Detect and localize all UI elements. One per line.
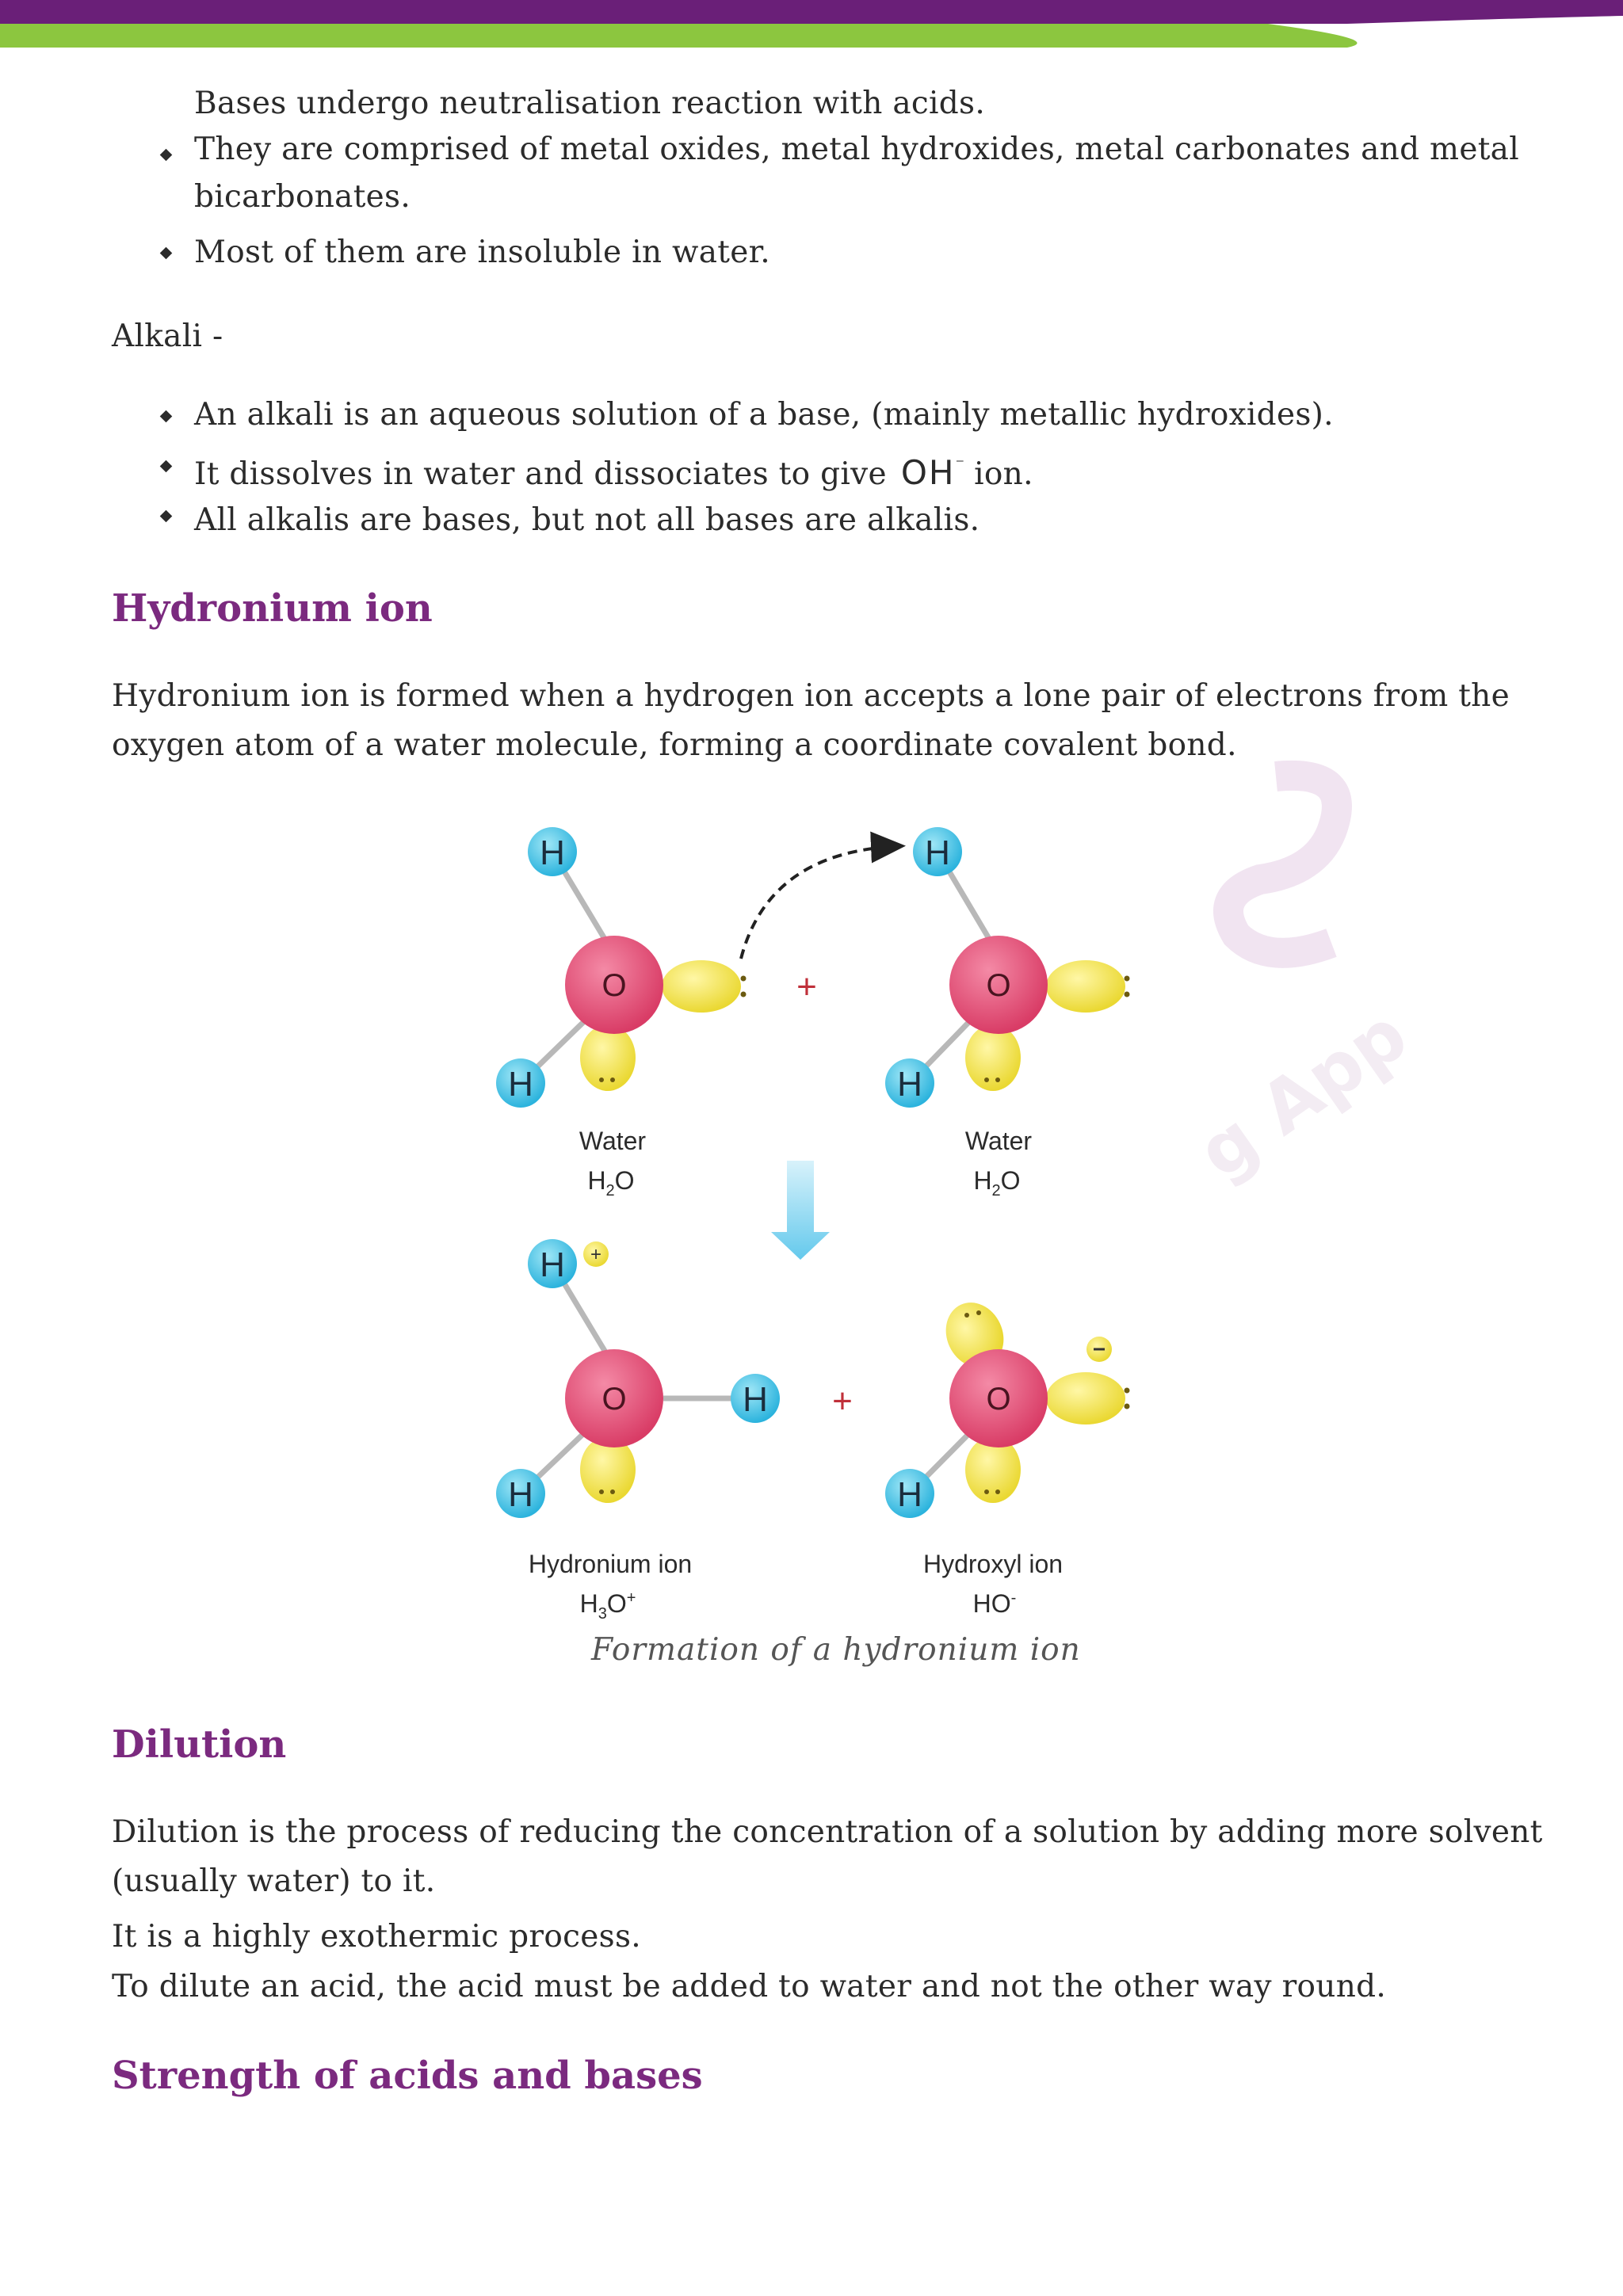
svg-text:+: + (590, 1244, 602, 1265)
figure-caption: Formation of a hydronium ion (591, 1632, 1081, 1668)
svg-text:H: H (897, 1475, 922, 1514)
alkali-item-2-text: It dissolves in water and dissociates to give (194, 456, 887, 492)
svg-text:H: H (508, 1475, 533, 1514)
alkali-item-3: All alkalis are bases, but not all bases are alkalis. (194, 502, 980, 538)
plus-sign-top: + (796, 967, 817, 1006)
hydronium-formation-diagram (456, 796, 1169, 1636)
hydronium-molecule (496, 1239, 780, 1518)
dilution-line-4: To dilute an acid, the acid must be added to water and not the other way round. (112, 1969, 1387, 2004)
hydroxyl-molecule (885, 1293, 1130, 1518)
alkali-label: Alkali - (112, 318, 223, 354)
svg-text:H: H (743, 1380, 768, 1419)
hydroxide-formula: OH⁻ (900, 453, 967, 492)
svg-text:H: H (897, 1065, 922, 1104)
dilution-line-3: It is a highly exothermic process. (112, 1919, 641, 1955)
hydroxyl-formula: HO- (972, 1589, 1017, 1618)
alkali-item-2-tail: ion. (974, 456, 1033, 492)
svg-text:H: H (540, 833, 565, 872)
alkali-item-1: An alkali is an aqueous solution of a base, (mainly metallic hydroxides). (194, 397, 1334, 433)
dilution-line-1: Dilution is the process of reducing the concentration of a solution by adding more solvent (112, 1814, 1543, 1850)
hydroxyl-label: Hydroxyl ion (922, 1550, 1064, 1578)
hydronium-paragraph-line-1: Hydronium ion is formed when a hydrogen ion accepts a lone pair of electrons from the (112, 678, 1510, 714)
bullet-icon (160, 510, 173, 523)
bases-list-continuation: Bases undergo neutralisation reaction with acids. (194, 86, 986, 121)
svg-text:O: O (986, 968, 1011, 1003)
svg-text:O: O (601, 1382, 627, 1417)
bases-list-item-2-line-1: They are comprised of metal oxides, metal hydroxides, metal carbonates and metal (194, 132, 1519, 167)
water-label-right: Water (964, 1127, 1033, 1155)
alkali-item-2 (194, 441, 1033, 499)
bullet-icon (160, 247, 173, 260)
svg-text:O: O (601, 968, 627, 1003)
hydronium-formula: $H_3O^+$ (579, 1589, 636, 1623)
hydronium-label: Hydronium ion (528, 1550, 693, 1578)
bullet-icon (160, 410, 173, 423)
bases-list-item-2-line-2: bicarbonates. (194, 179, 411, 215)
section-heading-dilution: Dilution (112, 1722, 287, 1767)
header-decoration-bar (0, 0, 1623, 55)
svg-text:g App: g App (1183, 993, 1423, 1196)
svg-text:O: O (986, 1382, 1011, 1417)
plus-sign-bottom: + (832, 1382, 853, 1421)
down-arrow-icon (771, 1161, 830, 1260)
svg-text:H: H (540, 1245, 565, 1284)
svg-text:H: H (925, 833, 950, 872)
bullet-icon (160, 460, 173, 473)
water-molecule-right (885, 827, 1130, 1108)
hydronium-paragraph-line-2: oxygen atom of a water molecule, forming a coordinate covalent bond. (112, 727, 1237, 763)
dilution-line-2: (usually water) to it. (112, 1863, 436, 1899)
dashed-arrow-icon (741, 846, 899, 959)
bases-list-item-3: Most of them are insoluble in water. (194, 235, 770, 270)
section-heading-hydronium: Hydronium ion (112, 586, 433, 631)
water-label-left: Water (579, 1127, 647, 1155)
section-heading-strength: Strength of acids and bases (112, 2054, 703, 2098)
bullet-icon (160, 149, 173, 162)
water-molecule-left (496, 827, 747, 1108)
svg-text:H: H (508, 1065, 533, 1104)
water-formula-left: $H_2O$ (587, 1166, 635, 1199)
water-formula-right: $H_2O$ (973, 1166, 1021, 1199)
